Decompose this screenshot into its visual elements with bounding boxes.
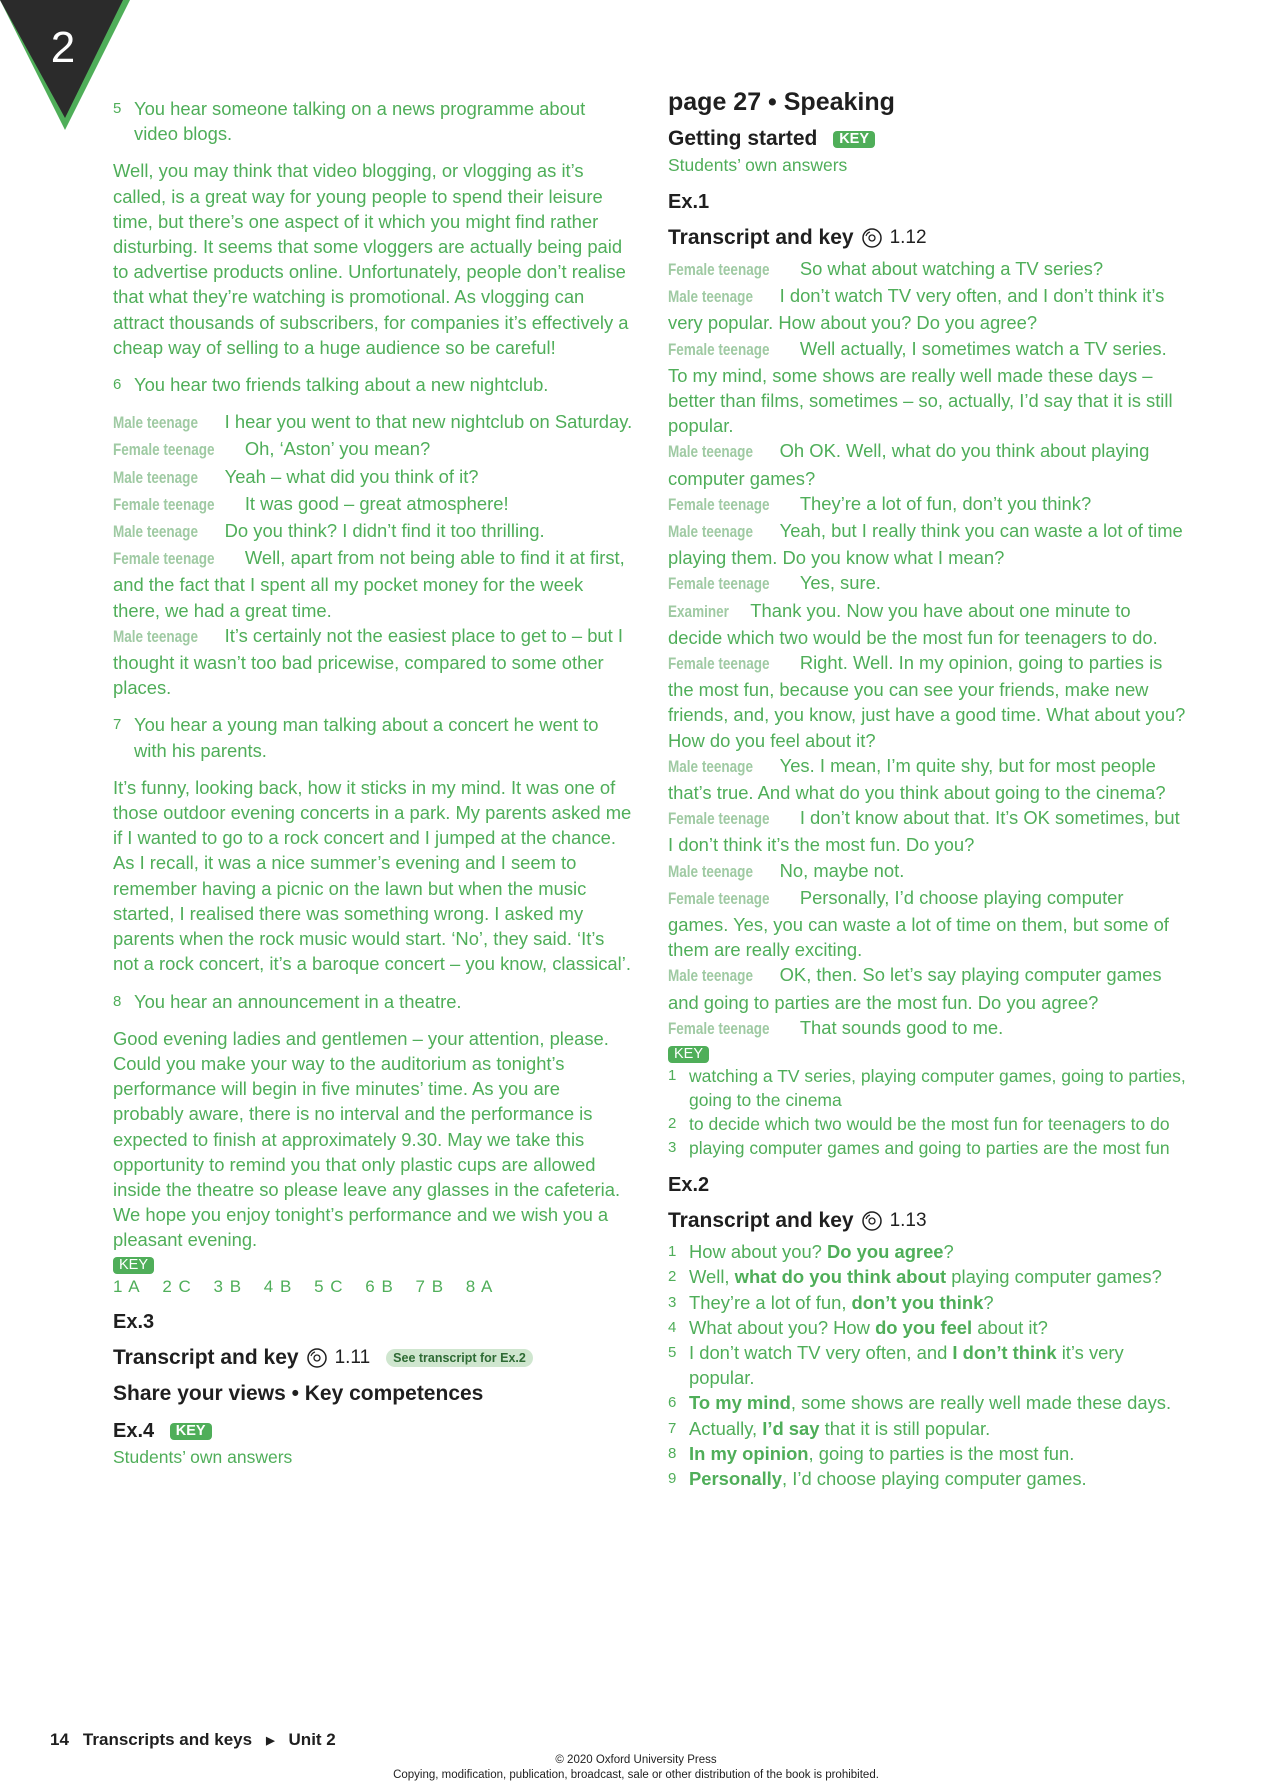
left-column <box>113 96 633 1469</box>
line-text: Yes. I mean, I’m quite shy, but for most people that’s true. And what do you think about going to the cinema? <box>668 754 1166 804</box>
transcript-7: It’s funny, looking back, how it sticks in my mind. It was one of those outdoor evening concerts in a park. My parents asked me if I wanted to go to a rock concert and I jumped at the chance. As I recall, it was a nice summer’s evening and I seem to remember having a picnic on the lawn but when the music started, I realised there was something wrong. I asked my parents when the rock music would start. ‘No’, they said. ‘It’s not a rock concert, it’s a baroque concert – you know, classical’. <box>113 776 632 975</box>
line-text: Yeah – what did you think of it? <box>224 465 479 487</box>
key-badge: KEY <box>170 1423 212 1440</box>
key-text-part: , some shows are really well made these days. <box>790 1392 1172 1414</box>
key-item <box>668 1441 1188 1466</box>
dialogue-line <box>668 650 1188 753</box>
key-number: 6 <box>668 1394 677 1412</box>
answer-item: 5 C <box>314 1276 344 1296</box>
dialogue-line <box>668 256 1188 283</box>
track-number: 1.11 <box>334 1346 371 1368</box>
key-phrase: I don’t think <box>952 1341 1057 1363</box>
dialogue-line <box>668 283 1188 335</box>
answer-item: 4 B <box>263 1276 293 1296</box>
speaker-label: Female teenage <box>113 495 215 514</box>
question-text: You hear an announcement in a theatre. <box>134 990 462 1012</box>
key-phrase: Personally <box>689 1467 783 1489</box>
transcript-label: Transcript and key <box>668 226 854 249</box>
key-phrase: To my mind <box>689 1392 791 1414</box>
dialogue-ex1 <box>668 256 1188 1042</box>
speaker-label: Male teenage <box>668 862 753 881</box>
key-item <box>668 1112 1188 1136</box>
heading-label: Getting started <box>668 127 818 150</box>
transcript-heading <box>668 1209 1188 1233</box>
line-text: I don’t know about that. It’s OK sometimes, but I don’t think it’s the most fun. Do you? <box>668 807 1180 856</box>
question-7 <box>113 712 633 762</box>
key-text <box>689 1264 1162 1289</box>
key-phrase: don’t you think <box>851 1291 984 1313</box>
transcript-heading <box>113 1346 633 1370</box>
line-text: I hear you went to that new nightclub on Saturday. <box>224 411 633 433</box>
key-text: watching a TV series, playing computer games, going to parties, going to the cinema <box>689 1066 1186 1111</box>
page-number: 14 <box>50 1730 69 1749</box>
key-text-part: Well, <box>689 1266 735 1288</box>
cd-icon <box>862 228 882 248</box>
key-phrase: what do you think about <box>734 1266 947 1288</box>
answer-item: 8 A <box>465 1276 494 1296</box>
track-number: 1.13 <box>889 1210 927 1232</box>
speaker-label: Female teenage <box>113 441 215 460</box>
right-column <box>668 88 1188 1491</box>
line-text: Yeah, but I really think you can waste a lot of time playing them. Do you know what I mean? <box>668 520 1183 569</box>
cd-icon <box>862 1211 882 1231</box>
answer-item: 2 C <box>162 1276 192 1296</box>
key-text-part: ? <box>943 1241 954 1263</box>
key-number: 3 <box>668 1139 677 1157</box>
key-text <box>689 1441 1074 1466</box>
key-number: 9 <box>668 1469 677 1487</box>
speaker-label: Female teenage <box>668 575 770 594</box>
unit-number: 2 <box>50 23 76 72</box>
section-heading: Share your views • Key competences <box>113 1381 484 1405</box>
question-text: You hear two friends talking about a new nightclub. <box>134 374 549 396</box>
key-item <box>668 1290 1188 1315</box>
dialogue-line <box>113 491 633 518</box>
line-text: Right. Well. In my opinion, going to parties is the most fun, because you can see your friends, make new friends, and, you know, just have a good time. What about you? How do you feel about it? <box>668 652 1186 751</box>
key-text-part: I don’t watch TV very often, and <box>689 1341 953 1363</box>
key-text: playing computer games and going to parties are the most fun <box>689 1138 1170 1159</box>
speaker-label: Female teenage <box>668 495 770 514</box>
line-text: Oh OK. Well, what do you think about playing computer games? <box>668 440 1150 489</box>
answer-item: 6 B <box>365 1276 394 1296</box>
answer-note: Students’ own answers <box>668 155 848 175</box>
exercise-heading: Ex.1 <box>668 191 710 213</box>
transcript-8: Good evening ladies and gentlemen – your attention, please. Could you make your way to the auditorium as tonight’s performance will begin in five minutes’ time. As you are probably aware, there is no interval and the performance is expected to finish at approximately 9.30. May we take this opportunity to remind you that only plastic cups are allowed inside the theatre so please leave any glasses in the cafeteria. We hope you enjoy tonight’s performance and we wish you a pleasant evening. <box>113 1027 621 1251</box>
dialogue-line <box>668 570 1188 597</box>
key-text-part: What about you? How <box>689 1316 876 1338</box>
key-badge: KEY <box>833 131 875 148</box>
dialogue-line <box>668 885 1188 963</box>
key-number: 2 <box>668 1115 677 1133</box>
key-text-part: that it is still popular. <box>819 1417 991 1439</box>
question-number: 7 <box>113 716 122 734</box>
speaker-label: Female teenage <box>668 889 770 908</box>
question-number: 5 <box>113 100 122 117</box>
key-number: 1 <box>668 1243 677 1261</box>
answer-key <box>113 1277 633 1297</box>
dialogue-line <box>113 518 633 545</box>
question-5 <box>113 96 633 146</box>
speaker-label: Male teenage <box>668 443 753 462</box>
dialogue-line <box>113 464 633 491</box>
question-text: You hear a young man talking about a concert he went to with his parents. <box>134 714 599 761</box>
key-list-ex2 <box>668 1239 1188 1491</box>
copyright: © 2020 Oxford University Press <box>555 1754 717 1766</box>
question-number: 8 <box>113 992 122 1010</box>
dialogue-line <box>668 438 1188 490</box>
key-badge: KEY <box>113 1257 154 1274</box>
speaker-label: Female teenage <box>668 655 770 674</box>
line-text: It was good – great atmosphere! <box>244 492 509 514</box>
line-text: Oh, ‘Aston’ you mean? <box>244 438 431 460</box>
key-item <box>668 1340 1188 1390</box>
copyright-block <box>0 1753 1272 1783</box>
key-text <box>689 1466 1087 1491</box>
track-number: 1.12 <box>889 227 927 248</box>
exercise-heading: Ex.3 <box>113 1310 155 1333</box>
transcript-label: Transcript and key <box>668 1209 854 1233</box>
key-text-part: about it? <box>972 1316 1048 1338</box>
key-item <box>668 1315 1188 1340</box>
dialogue-line <box>113 409 633 436</box>
line-text: Well actually, I sometimes watch a TV series. To my mind, some shows are really well made these days – better than films, sometimes – so, actually, I’d say that it is still popular. <box>668 337 1173 437</box>
key-text-part: They’re a lot of fun, <box>689 1291 852 1313</box>
line-text: They’re a lot of fun, don’t you think? <box>799 492 1092 514</box>
speaker-label: Female teenage <box>668 1019 770 1038</box>
line-text: So what about watching a TV series? <box>799 258 1104 279</box>
key-text: to decide which two would be the most fun for teenagers to do <box>689 1114 1170 1135</box>
line-text: I don’t watch TV very often, and I don’t think it’s very popular. How about you? Do you agree? <box>668 285 1165 334</box>
key-number: 2 <box>668 1268 677 1286</box>
key-phrase: do you feel <box>875 1316 973 1338</box>
exercise-heading: Ex.2 <box>668 1174 710 1197</box>
dialogue-line <box>668 858 1188 885</box>
line-text: Well, apart from not being able to find it at first, and the fact that I spent all my pocket money for the week there, we had a great time. <box>113 547 625 621</box>
dialogue-line <box>113 545 633 623</box>
transcript-heading <box>668 226 1188 250</box>
question-text: You hear someone talking on a news programme about video blogs. <box>134 98 586 145</box>
speaker-label: Female teenage <box>668 340 770 359</box>
line-text: No, maybe not. <box>779 859 905 881</box>
dialogue-6 <box>113 409 633 700</box>
key-text <box>689 1340 1188 1390</box>
footer-section: Transcripts and keys <box>82 1730 253 1749</box>
key-text <box>689 1315 1048 1340</box>
transcript-label: Transcript and key <box>113 1345 299 1369</box>
key-phrase: I’d say <box>762 1417 820 1439</box>
key-phrase: In my opinion <box>689 1442 809 1464</box>
speaker-label: Female teenage <box>113 550 215 569</box>
key-text-part: ? <box>983 1291 994 1313</box>
getting-started-heading <box>668 127 1188 151</box>
answer-item: 3 B <box>213 1276 243 1296</box>
exercise-label: Ex.4 <box>113 1419 155 1442</box>
dialogue-line <box>668 805 1188 857</box>
see-transcript-badge: See transcript for Ex.2 <box>386 1349 533 1367</box>
key-text-part: Actually, <box>689 1417 763 1439</box>
speaker-label: Female teenage <box>668 261 770 279</box>
key-text-part: How about you? <box>689 1241 828 1263</box>
dialogue-line <box>113 436 633 463</box>
question-8 <box>113 989 633 1014</box>
key-badge: KEY <box>668 1046 709 1063</box>
question-6 <box>113 372 633 397</box>
speaker-label: Male teenage <box>113 414 198 433</box>
dialogue-line <box>668 336 1188 439</box>
key-text-part: playing computer games? <box>946 1266 1162 1288</box>
dialogue-line <box>668 491 1188 518</box>
speaker-label: Male teenage <box>113 468 198 487</box>
answer-item: 7 B <box>415 1276 445 1296</box>
dialogue-line <box>668 518 1188 570</box>
dialogue-line <box>668 1015 1188 1042</box>
key-item <box>668 1239 1188 1264</box>
line-text: Do you think? I didn’t find it too thrilling. <box>224 520 545 542</box>
key-number: 8 <box>668 1444 677 1462</box>
key-text <box>689 1390 1171 1415</box>
dialogue-line <box>113 623 633 701</box>
key-number: 1 <box>668 1067 677 1085</box>
speaker-label: Male teenage <box>668 967 753 986</box>
speaker-label: Male teenage <box>668 757 753 776</box>
answer-note: Students’ own answers <box>113 1446 293 1467</box>
line-text: It’s certainly not the easiest place to get to – but I thought it wasn’t too bad pricewise, compared to some other places. <box>113 624 623 699</box>
line-text: That sounds good to me. <box>799 1016 1004 1038</box>
key-text <box>689 1290 994 1315</box>
page-title: page 27 • Speaking <box>668 88 895 116</box>
dialogue-line <box>668 598 1188 650</box>
triangle-arrow-icon: ▶ <box>266 1734 275 1747</box>
question-number: 6 <box>113 376 122 394</box>
line-text: Yes, sure. <box>799 572 881 594</box>
key-item <box>668 1136 1188 1160</box>
key-item <box>668 1264 1188 1289</box>
key-text-part: it’s very popular. <box>689 1341 1124 1389</box>
speaker-label: Male teenage <box>113 627 198 646</box>
key-text <box>689 1239 954 1264</box>
key-list-ex1 <box>668 1064 1188 1160</box>
key-text-part: , going to parties is the most fun. <box>808 1442 1075 1464</box>
key-number: 4 <box>668 1318 677 1336</box>
key-text <box>689 1416 990 1441</box>
key-item <box>668 1064 1188 1112</box>
dialogue-line <box>668 753 1188 805</box>
key-phrase: Do you agree <box>827 1241 944 1263</box>
cd-icon <box>307 1348 327 1368</box>
speaker-label: Male teenage <box>113 523 198 542</box>
speaker-label: Examiner <box>668 602 729 621</box>
key-item <box>668 1466 1188 1491</box>
key-text-part: , I’d choose playing computer games. <box>782 1467 1087 1489</box>
transcript-5: Well, you may think that video blogging, or vlogging as it’s called, is a great way for young people to spend their leisure time, but there’s one aspect of it which you might find rather disturbing. It seems that some vloggers are actually being paid to advertise products online. Unfortunately, people don’t realise that what they’re watching is promotional. As vlogging can attract thousands of subscribers, for companies it’s effectively a cheap way of selling to a huge audience so be careful! <box>113 160 629 358</box>
speaker-label: Male teenage <box>668 288 753 307</box>
dialogue-line <box>668 962 1188 1014</box>
answer-item: 1 A <box>113 1276 141 1296</box>
line-text: Thank you. Now you have about one minute to decide which two would be the most fun for teenagers to do. <box>668 599 1158 648</box>
speaker-label: Male teenage <box>668 523 753 542</box>
line-text: OK, then. So let’s say playing computer games and going to parties are the most fun. Do you agree? <box>668 964 1162 1013</box>
speaker-label: Female teenage <box>668 810 770 829</box>
key-item <box>668 1390 1188 1415</box>
copyright-notice: Copying, modification, publication, broadcast, sale or other distribution of the book is prohibited. <box>393 1769 879 1781</box>
line-text: Personally, I’d choose playing computer games. Yes, you can waste a lot of time on them, but some of them are really exciting. <box>668 886 1169 961</box>
key-number: 3 <box>668 1293 677 1311</box>
exercise-heading <box>113 1420 633 1443</box>
page-footer <box>50 1730 336 1750</box>
unit-tab <box>0 0 130 130</box>
key-item <box>668 1416 1188 1441</box>
footer-unit: Unit 2 <box>288 1730 336 1749</box>
key-number: 5 <box>668 1343 677 1361</box>
key-number: 7 <box>668 1419 677 1437</box>
